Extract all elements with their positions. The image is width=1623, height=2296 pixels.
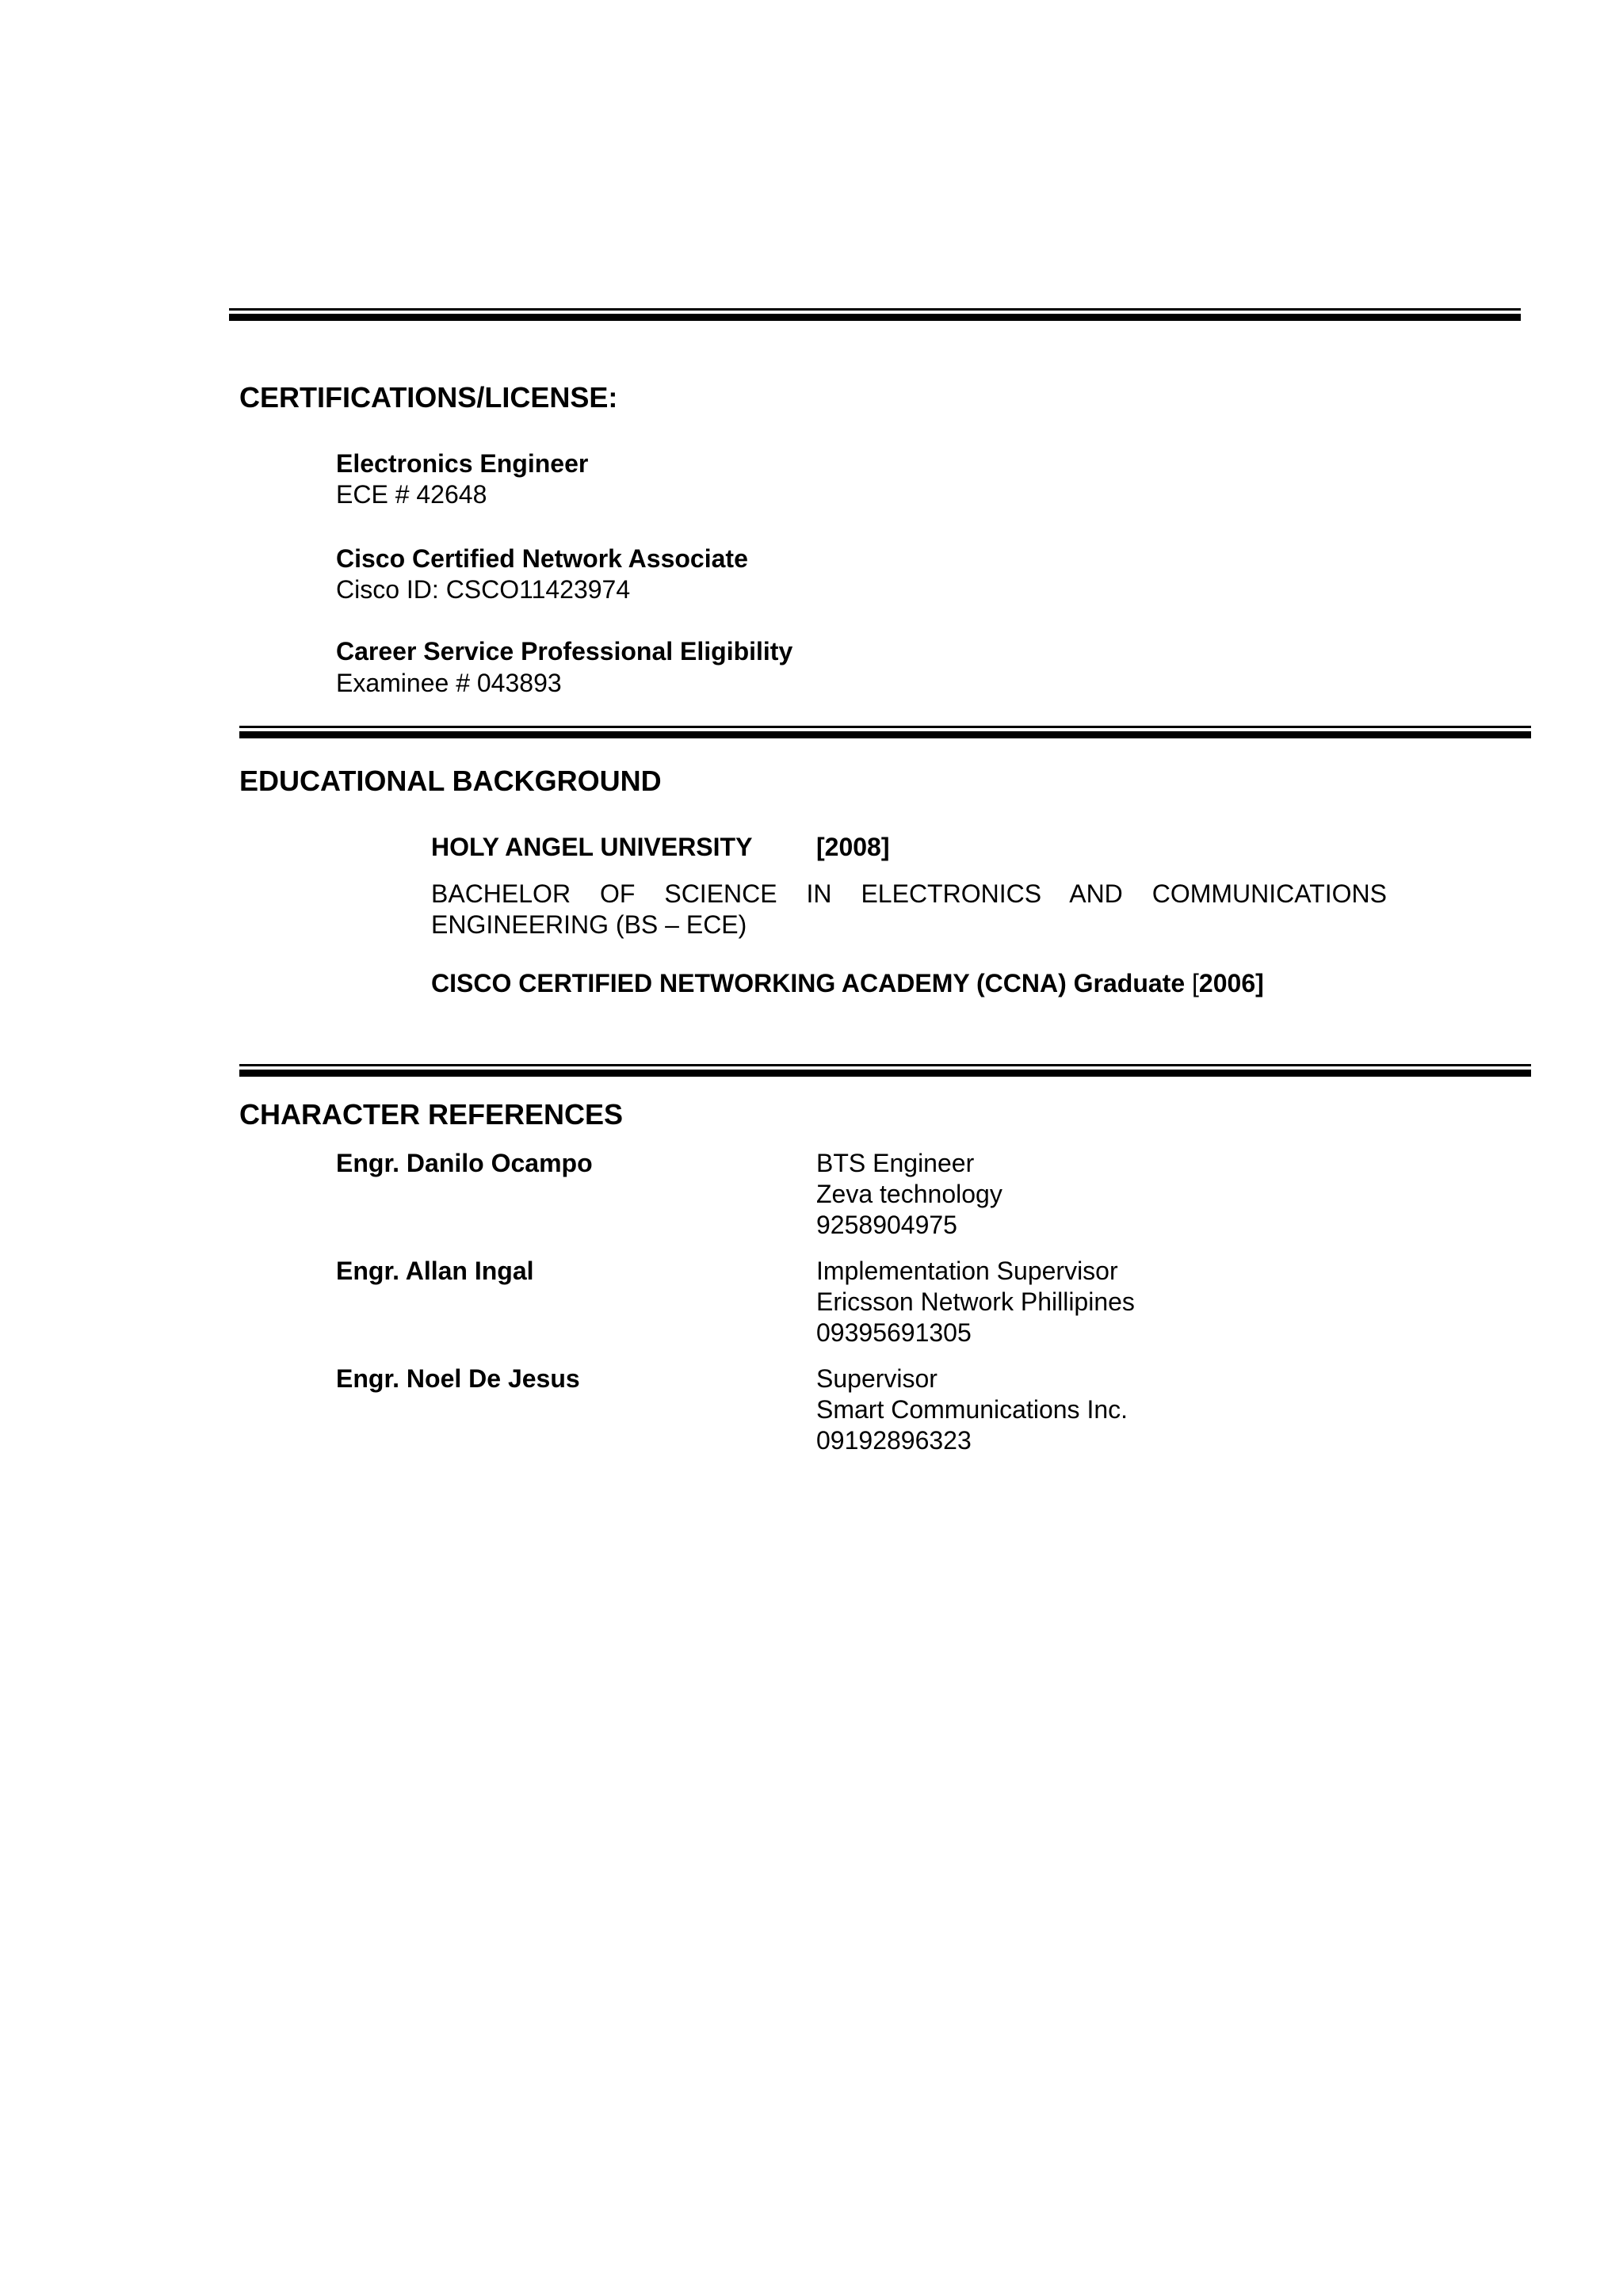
reference-company: Ericsson Network Phillipines (816, 1287, 1135, 1316)
degree-text (431, 879, 1387, 940)
ccna-label: CISCO CERTIFIED NETWORKING ACADEMY (CCNA) Graduate (431, 969, 1186, 997)
ccna-graduate (431, 968, 1264, 999)
cert-title: Cisco Certified Network Associate (336, 544, 748, 573)
reference-phone: 09395691305 (816, 1318, 972, 1347)
reference-phone: 09192896323 (816, 1426, 972, 1455)
cert-title: Electronics Engineer (336, 449, 589, 478)
reference-company: Smart Communications Inc. (816, 1395, 1128, 1424)
degree-line: BACHELOR OF SCIENCE IN ELECTRONICS AND COMMUNICATIONS (431, 879, 1387, 908)
reference-position: Supervisor (816, 1364, 938, 1393)
cert-title: Career Service Professional Eligibility (336, 637, 793, 666)
education-heading: EDUCATIONAL BACKGROUND (239, 765, 662, 797)
reference-name: Engr. Allan Ingal (336, 1257, 534, 1285)
cert-detail: ECE # 42648 (336, 480, 487, 509)
reference-name: Engr. Danilo Ocampo (336, 1149, 593, 1177)
school-name: HOLY ANGEL UNIVERSITY (431, 833, 753, 861)
school-year: [2008] (816, 833, 890, 861)
reference-position: BTS Engineer (816, 1149, 975, 1177)
reference-company: Zeva technology (816, 1180, 1002, 1208)
reference-position: Implementation Supervisor (816, 1257, 1118, 1285)
certifications-heading: CERTIFICATIONS/LICENSE: (239, 381, 618, 414)
ccna-year: 2006] (1198, 969, 1264, 997)
ccna-bracket: [ (1192, 969, 1199, 997)
references-heading: CHARACTER REFERENCES (239, 1098, 624, 1131)
reference-phone: 9258904975 (816, 1211, 957, 1239)
reference-name: Engr. Noel De Jesus (336, 1364, 580, 1393)
degree-line: ENGINEERING (BS – ECE) (431, 910, 747, 939)
cert-detail: Cisco ID: CSCO11423974 (336, 575, 631, 604)
cert-detail: Examinee # 043893 (336, 669, 562, 697)
